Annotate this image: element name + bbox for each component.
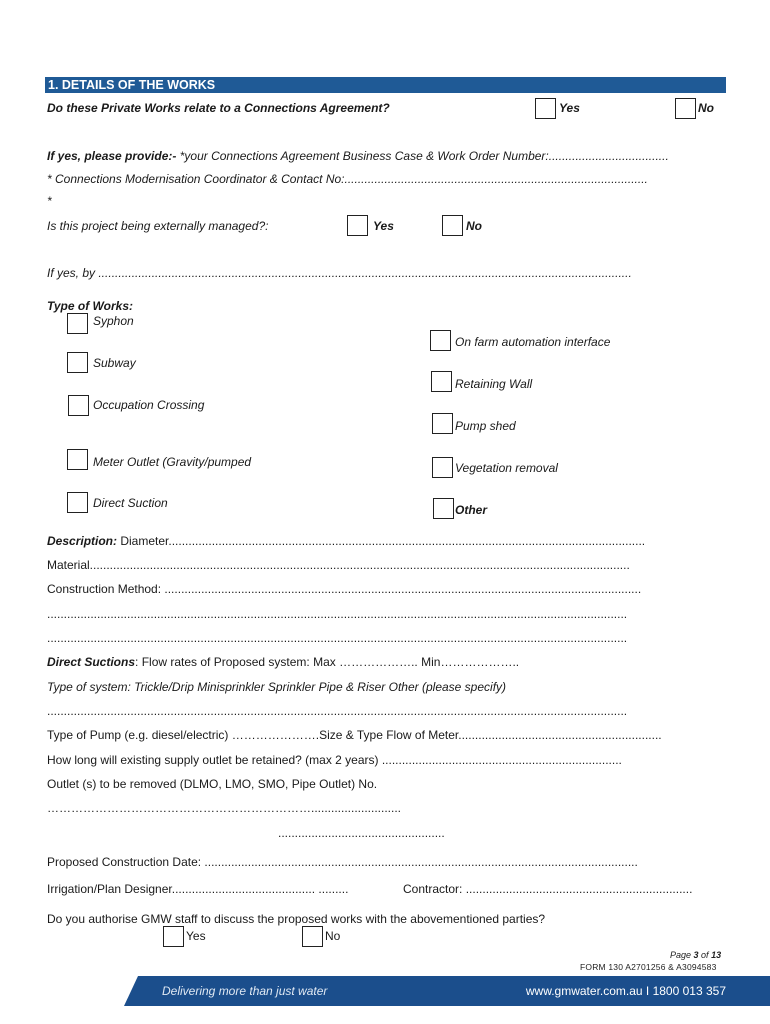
- if-yes-lead: If yes, please provide:-: [47, 149, 177, 163]
- footer-contact[interactable]: www.gmwater.com.au I 1800 013 357: [525, 984, 726, 998]
- outlets-removed-field-1[interactable]: …………………………………………………………...........................: [47, 801, 402, 815]
- other-label: Other: [455, 503, 488, 517]
- business-case-line: [47, 149, 669, 163]
- managed-question: Is this project being externally managed?:: [47, 219, 269, 233]
- authorise-no-checkbox[interactable]: [302, 926, 323, 947]
- supply-retained-field[interactable]: How long will existing supply outlet be retained? (max 2 years) ........................................................................: [47, 753, 622, 767]
- section-title: 1. DETAILS OF THE WORKS: [48, 78, 216, 92]
- coordinator-field[interactable]: * Connections Modernisation Coordinator & Contact No:...........................................................................................: [47, 172, 648, 186]
- page-current: 3: [693, 950, 699, 960]
- retaining-wall-checkbox[interactable]: [431, 371, 452, 392]
- direct-suction-checkbox[interactable]: [67, 492, 88, 513]
- vegetation-removal-label: Vegetation removal: [455, 461, 558, 475]
- authorise-question: Do you authorise GMW staff to discuss the proposed works with the abovementioned parties?: [47, 912, 546, 926]
- meter-outlet-checkbox[interactable]: [67, 449, 88, 470]
- syphon-label: Syphon: [93, 314, 134, 328]
- footer-slant: [124, 976, 138, 1006]
- authorise-no-label: No: [325, 929, 341, 943]
- section-header: [45, 77, 726, 93]
- footer-tagline: Delivering more than just water: [162, 984, 328, 998]
- occupation-crossing-label: Occupation Crossing: [93, 398, 205, 412]
- description-blank-1[interactable]: ..............................................................................................................................................................................: [47, 607, 628, 621]
- other-checkbox[interactable]: [433, 498, 454, 519]
- description-label: Description:: [47, 534, 118, 548]
- managed-yes-label: Yes: [373, 219, 394, 233]
- vegetation-removal-checkbox[interactable]: [432, 457, 453, 478]
- connections-question: Do these Private Works relate to a Connections Agreement?: [47, 101, 390, 115]
- connections-no-label: No: [698, 101, 714, 115]
- subway-label: Subway: [93, 356, 136, 370]
- direct-suction-label: Direct Suction: [93, 496, 168, 510]
- page-prefix: Page: [670, 950, 694, 960]
- syphon-checkbox[interactable]: [67, 313, 88, 334]
- pump-shed-label: Pump shed: [455, 419, 516, 433]
- footer-band: [138, 976, 770, 1006]
- description-line: [47, 534, 645, 548]
- managed-yes-checkbox[interactable]: [347, 215, 368, 236]
- construction-method-field[interactable]: Construction Method: ...............................................................................................................................................: [47, 582, 642, 596]
- direct-suctions-label: Direct Suctions: [47, 655, 136, 669]
- page-total: 13: [711, 950, 722, 960]
- page-number: [670, 950, 721, 960]
- connections-yes-label: Yes: [559, 101, 580, 115]
- flow-rates-field[interactable]: : Flow rates of Proposed system: Max ……………….. Min………………..: [135, 655, 520, 669]
- farm-automation-label: On farm automation interface: [455, 335, 611, 349]
- managed-by-field[interactable]: If yes, by ................................................................................................................................................................: [47, 266, 632, 280]
- contractor-field[interactable]: Contractor: ....................................................................: [403, 882, 693, 896]
- authorise-yes-label: Yes: [186, 929, 206, 943]
- managed-no-label: No: [466, 219, 482, 233]
- pump-type-field[interactable]: Type of Pump (e.g. diesel/electric) ………………….Size & Type Flow of Meter.............................................................: [47, 728, 662, 742]
- description-blank-2[interactable]: ..............................................................................................................................................................................: [47, 631, 628, 645]
- type-of-system: Type of system: Trickle/Drip Minisprinkler Sprinkler Pipe & Riser Other (please specify): [47, 680, 507, 694]
- diameter-field[interactable]: Diameter...............................................................................................................................................: [117, 534, 646, 548]
- pump-shed-checkbox[interactable]: [432, 413, 453, 434]
- form-reference: FORM 130 A2701256 & A3094583: [580, 962, 717, 972]
- farm-automation-checkbox[interactable]: [430, 330, 451, 351]
- material-field[interactable]: Material..................................................................................................................................................................: [47, 558, 630, 572]
- connections-yes-checkbox[interactable]: [535, 98, 556, 119]
- plan-designer-field[interactable]: Irrigation/Plan Designer........................................... .........: [47, 882, 349, 896]
- outlets-removed-label: Outlet (s) to be removed (DLMO, LMO, SMO, Pipe Outlet) No.: [47, 777, 378, 791]
- meter-outlet-label: Meter Outlet (Gravity/pumped: [93, 455, 252, 469]
- page-of: of: [698, 950, 712, 960]
- type-of-system-field[interactable]: ..............................................................................................................................................................................: [47, 704, 628, 718]
- connections-no-checkbox[interactable]: [675, 98, 696, 119]
- asterisk-note: *: [47, 194, 52, 208]
- construction-date-field[interactable]: Proposed Construction Date: ..................................................................................................................................: [47, 855, 638, 869]
- subway-checkbox[interactable]: [67, 352, 88, 373]
- type-of-works-title: Type of Works:: [47, 299, 134, 313]
- direct-suctions-line: [47, 655, 519, 669]
- outlets-removed-field-2[interactable]: ..................................................: [278, 826, 445, 840]
- occupation-crossing-checkbox[interactable]: [68, 395, 89, 416]
- managed-no-checkbox[interactable]: [442, 215, 463, 236]
- business-case-field[interactable]: *your Connections Agreement Business Case & Work Order Number:....................................: [176, 149, 669, 163]
- authorise-yes-checkbox[interactable]: [163, 926, 184, 947]
- retaining-wall-label: Retaining Wall: [455, 377, 533, 391]
